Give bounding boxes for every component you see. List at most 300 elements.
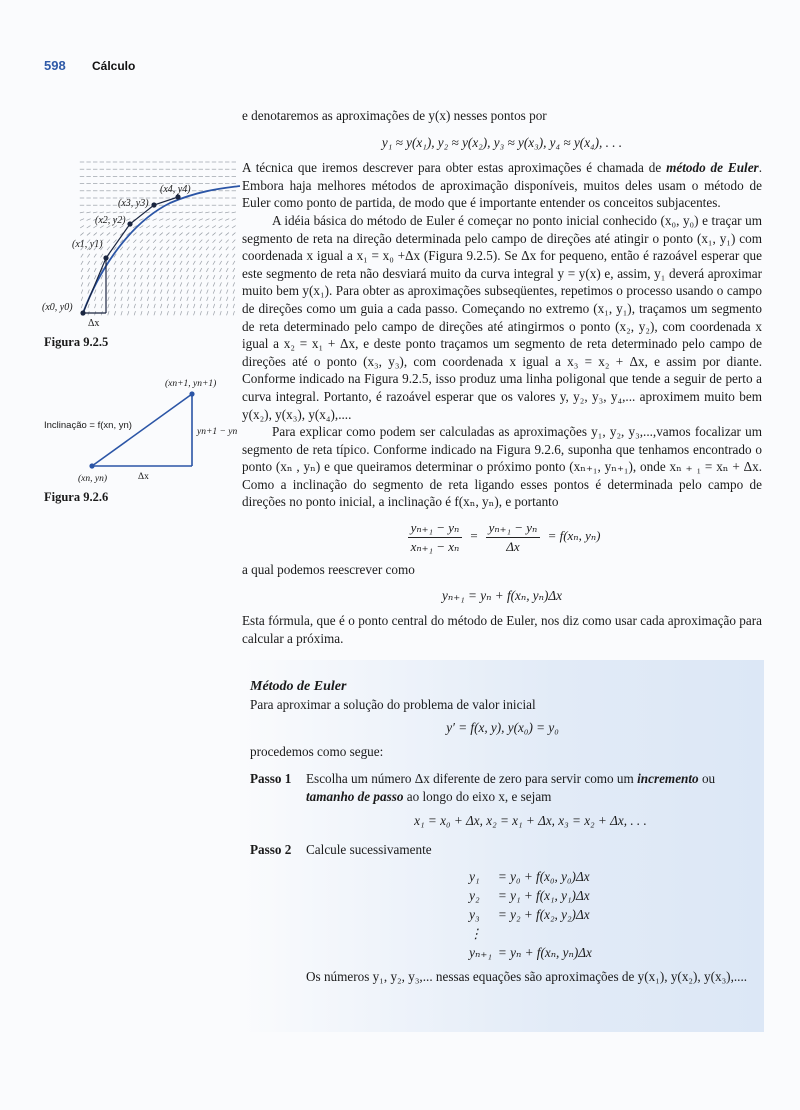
direction-mark (220, 311, 221, 315)
direction-mark (166, 219, 170, 221)
point-0 (80, 310, 85, 315)
direction-mark (205, 212, 209, 213)
direction-mark (114, 240, 117, 243)
step1-text-c: ao longo do eixo x, e sejam (403, 788, 552, 804)
direction-mark (100, 233, 103, 236)
direction-mark (127, 247, 130, 250)
frac1-numerator: yₙ₊₁ − yₙ (408, 519, 463, 538)
direction-mark (200, 268, 202, 272)
direction-mark (140, 233, 143, 236)
label-p1: (x1, y1) (72, 239, 103, 250)
direction-mark (193, 254, 195, 258)
box-intro: Para aproximar a solução do problema de valor inicial (250, 696, 536, 712)
direction-mark (81, 282, 83, 286)
direction-mark (147, 240, 150, 243)
direction-mark (121, 282, 123, 286)
direction-mark (134, 311, 135, 315)
recurrence-system (306, 867, 755, 962)
direction-mark (233, 261, 235, 265)
direction-mark (114, 261, 116, 265)
direction-mark (140, 268, 142, 272)
direction-mark (94, 233, 97, 236)
direction-mark (173, 247, 176, 250)
direction-mark (194, 311, 195, 315)
direction-mark (220, 268, 222, 272)
direction-mark (166, 247, 169, 250)
direction-mark (127, 268, 129, 272)
direction-mark (133, 233, 136, 236)
direction-mark (139, 212, 143, 213)
direction-mark (147, 261, 149, 265)
slope-label: Inclinação = f(xn, yn) (44, 420, 132, 431)
direction-mark (213, 254, 215, 258)
direction-mark (193, 233, 196, 236)
direction-mark (219, 226, 223, 228)
direction-mark (140, 261, 142, 265)
direction-mark (193, 240, 196, 243)
direction-mark (94, 261, 96, 265)
direction-mark (186, 226, 190, 228)
direction-mark (226, 282, 228, 286)
direction-mark (193, 275, 195, 279)
direction-mark (232, 233, 235, 236)
system-rhs: = y₁ + f(x₁, y₁)Δx (497, 887, 590, 903)
direction-mark (205, 219, 209, 221)
direction-mark (126, 219, 130, 221)
step1-term-2: tamanho de passo (306, 788, 404, 804)
direction-mark (232, 247, 235, 250)
direction-mark (199, 240, 202, 243)
direction-mark (187, 275, 189, 279)
frac1-denominator: xₙ₊₁ − xₙ (410, 538, 460, 554)
direction-mark (107, 275, 109, 279)
direction-mark (226, 254, 228, 258)
direction-mark (147, 268, 149, 272)
direction-mark (153, 254, 155, 258)
direction-mark (154, 290, 156, 294)
direction-mark (172, 219, 176, 221)
step1-text-a: Escolha um número Δx diferente de zero para servir como um (306, 771, 638, 787)
direction-mark (180, 247, 183, 250)
direction-mark (108, 311, 109, 315)
direction-mark (206, 254, 208, 258)
p1-text-b: . Embora haja melhores métodos de aproximação disponíveis, muitos deles usam o método de Euler como ponto de partida, de modo que é importante entender os conceitos subjacentes. (242, 160, 762, 211)
direction-mark (180, 311, 181, 315)
direction-mark (233, 297, 234, 301)
direction-mark (160, 275, 162, 279)
direction-mark (121, 268, 123, 272)
direction-mark (147, 304, 148, 308)
direction-mark (94, 268, 96, 272)
direction-mark (134, 268, 136, 272)
direction-mark (81, 304, 82, 308)
euler-method-box (242, 660, 764, 1032)
direction-mark (180, 268, 182, 272)
direction-mark (161, 304, 162, 308)
direction-mark (88, 304, 89, 308)
direction-mark (121, 304, 122, 308)
direction-mark (101, 254, 103, 258)
intro-line: e denotaremos as aproximações de y(x) nesses pontos por (242, 108, 547, 123)
system-lhs: yₙ₊₁ (469, 944, 492, 960)
direction-mark (146, 212, 150, 213)
direction-mark (126, 212, 130, 213)
step-1-label: Passo 1 (250, 771, 292, 787)
direction-mark (86, 212, 90, 213)
direction-mark (206, 247, 209, 250)
direction-mark (154, 268, 156, 272)
direction-mark (233, 311, 234, 315)
direction-mark (200, 311, 201, 315)
direction-mark (114, 304, 115, 308)
direction-mark (134, 304, 135, 308)
direction-mark (219, 240, 222, 243)
direction-mark (160, 240, 163, 243)
direction-mark (226, 297, 227, 301)
p1-text-a: A técnica que iremos descrever para obter estas aproximações é chamada de (242, 160, 667, 176)
rewrite-line: a qual podemos reescrever como (242, 562, 415, 578)
direction-mark (80, 219, 84, 221)
direction-mark (147, 247, 150, 250)
direction-mark (212, 212, 216, 213)
direction-mark (119, 212, 123, 213)
direction-mark (153, 233, 156, 236)
direction-mark (213, 282, 215, 286)
direction-mark (140, 254, 142, 258)
fraction-2 (486, 519, 541, 555)
direction-mark (179, 233, 182, 236)
start-label: (xn, yn) (78, 474, 108, 484)
direction-mark (153, 226, 157, 228)
direction-mark (173, 268, 175, 272)
step1-term-1: incremento (637, 771, 699, 787)
ivp-equation: y′ = f(x, y), y(x₀) = y₀ (446, 720, 559, 736)
direction-mark (173, 226, 177, 228)
step1-equation: x₁ = x₀ + Δx, x₂ = x₁ + Δx, x₃ = x₂ + Δx, . . . (414, 812, 647, 828)
direction-mark (134, 254, 136, 258)
direction-mark (233, 275, 235, 279)
direction-mark (141, 311, 142, 315)
direction-mark (179, 212, 183, 213)
direction-mark (193, 268, 195, 272)
direction-mark (95, 304, 96, 308)
label-delta-x: Δx (88, 318, 100, 329)
direction-mark (114, 275, 116, 279)
direction-mark (187, 290, 189, 294)
direction-mark (108, 290, 110, 294)
direction-mark (227, 304, 228, 308)
direction-mark (233, 290, 235, 294)
running-title: Cálculo (92, 59, 136, 73)
direction-mark (193, 297, 194, 301)
slope-equation: $\frac{\text{yₙ₊₁ − yₙ}}{\text{xₙ₊₁ − xₙ}}$ = $\frac{\text{yₙ₊₁ − yₙ}}{\Delta x}$ = f(xₙ, yₙ) (242, 519, 762, 555)
direction-mark (199, 219, 203, 221)
direction-mark (121, 297, 122, 301)
direction-mark (106, 212, 110, 213)
direction-mark (172, 212, 176, 213)
direction-mark (200, 282, 202, 286)
direction-mark (207, 311, 208, 315)
direction-mark (207, 297, 208, 301)
direction-mark (187, 282, 189, 286)
direction-mark (133, 247, 136, 250)
direction-mark (93, 212, 97, 213)
system-rhs: = y₂ + f(x₂, y₂)Δx (497, 906, 590, 922)
direction-mark (194, 304, 195, 308)
direction-mark (180, 290, 182, 294)
direction-mark (154, 304, 155, 308)
direction-mark (187, 304, 188, 308)
direction-mark (146, 226, 150, 228)
direction-mark (88, 282, 90, 286)
direction-mark (81, 268, 83, 272)
p1-term: método de Euler (666, 160, 759, 176)
direction-mark (167, 282, 169, 286)
direction-mark (114, 297, 115, 301)
direction-mark (179, 219, 183, 221)
direction-mark (186, 247, 189, 250)
direction-mark (80, 233, 83, 236)
direction-mark (101, 297, 102, 301)
direction-mark (127, 275, 129, 279)
direction-mark (220, 261, 222, 265)
direction-mark (101, 304, 102, 308)
direction-mark (186, 219, 190, 221)
direction-mark (212, 226, 216, 228)
direction-mark (134, 282, 136, 286)
direction-mark (206, 268, 208, 272)
direction-mark (100, 212, 104, 213)
direction-mark (174, 290, 176, 294)
frac-rhs: = f(xₙ, yₙ) (547, 528, 601, 544)
direction-mark (206, 240, 209, 243)
figure-9-2-6-caption: Figura 9.2.6 (44, 490, 109, 504)
direction-mark (180, 282, 182, 286)
direction-mark (167, 304, 168, 308)
direction-mark (207, 282, 209, 286)
frac2-denominator: Δx (506, 538, 520, 554)
direction-mark (101, 290, 103, 294)
direction-mark (153, 247, 156, 250)
direction-mark (154, 311, 155, 315)
direction-mark (193, 261, 195, 265)
direction-mark (213, 268, 215, 272)
direction-mark (220, 275, 222, 279)
point-4 (175, 194, 180, 199)
direction-mark (153, 219, 157, 221)
direction-mark (213, 261, 215, 265)
direction-mark (180, 304, 181, 308)
direction-mark (173, 261, 175, 265)
direction-mark (180, 254, 182, 258)
direction-mark (226, 247, 229, 250)
direction-mark (101, 261, 103, 265)
direction-mark (88, 290, 90, 294)
direction-mark (174, 304, 175, 308)
direction-mark (233, 254, 235, 258)
direction-mark (167, 275, 169, 279)
direction-mark (220, 304, 221, 308)
direction-mark (232, 212, 236, 213)
direction-mark (193, 290, 195, 294)
direction-mark (107, 233, 110, 236)
direction-mark (219, 247, 222, 250)
direction-mark (226, 261, 228, 265)
direction-mark (128, 304, 129, 308)
direction-mark (133, 212, 137, 213)
direction-mark (108, 282, 110, 286)
direction-mark (160, 297, 161, 301)
fraction-1 (408, 519, 463, 555)
direction-mark (127, 290, 129, 294)
direction-mark (179, 226, 183, 228)
direction-mark (140, 240, 143, 243)
end-label: (xn+1, yn+1) (165, 379, 217, 389)
direction-mark (114, 311, 115, 315)
direction-mark (173, 233, 176, 236)
direction-mark (206, 226, 210, 228)
direction-mark (134, 261, 136, 265)
system-lhs: y₂ (469, 887, 480, 903)
direction-mark (199, 226, 203, 228)
direction-field (80, 162, 236, 315)
figure-9-2-5-caption: Figura 9.2.5 (44, 335, 109, 349)
direction-mark (186, 233, 189, 236)
direction-mark (232, 240, 235, 243)
direction-mark (80, 226, 84, 228)
system-rhs (498, 924, 592, 943)
direction-mark (180, 297, 181, 301)
direction-mark (187, 311, 188, 315)
direction-mark (192, 219, 196, 221)
frac2-numerator: yₙ₊₁ − yₙ (486, 519, 541, 538)
direction-mark (220, 282, 222, 286)
direction-mark (174, 311, 175, 315)
direction-mark (154, 275, 156, 279)
direction-mark (88, 268, 90, 272)
direction-mark (160, 268, 162, 272)
direction-mark (94, 297, 95, 301)
direction-mark (187, 261, 189, 265)
direction-mark (218, 212, 222, 213)
direction-mark (200, 275, 202, 279)
direction-mark (232, 226, 236, 228)
direction-mark (207, 304, 208, 308)
direction-mark (154, 297, 155, 301)
direction-mark (128, 311, 129, 315)
direction-mark (81, 290, 83, 294)
direction-mark (187, 297, 188, 301)
direction-mark (160, 254, 162, 258)
direction-mark (107, 240, 110, 243)
direction-mark (87, 226, 91, 228)
direction-mark (114, 290, 116, 294)
system-lhs: y₃ (469, 906, 480, 922)
direction-mark (200, 297, 201, 301)
direction-mark (233, 268, 235, 272)
direction-mark (193, 282, 195, 286)
system-rhs: = yₙ + f(xₙ, yₙ)Δx (497, 944, 592, 960)
system-lhs: ⋮ (469, 925, 483, 941)
direction-mark (233, 304, 234, 308)
direction-mark (200, 261, 202, 265)
direction-mark (141, 297, 142, 301)
direction-mark (192, 226, 196, 228)
direction-mark (159, 226, 163, 228)
direction-mark (140, 247, 143, 250)
direction-mark (134, 275, 136, 279)
direction-mark (87, 233, 90, 236)
approximations-equation: y₁ ≈ y(x₁), y₂ ≈ y(x₂), y₃ ≈ y(x₃), y₄ ≈ y(x₄), . . . (381, 134, 623, 150)
direction-mark (167, 311, 168, 315)
direction-mark (167, 290, 169, 294)
direction-mark (212, 219, 216, 221)
direction-mark (173, 254, 175, 258)
direction-mark (232, 219, 236, 221)
page-number: 598 (44, 58, 66, 73)
direction-mark (94, 290, 96, 294)
direction-mark (120, 254, 122, 258)
direction-mark (160, 282, 162, 286)
direction-mark (160, 247, 163, 250)
direction-mark (226, 290, 228, 294)
direction-mark (114, 282, 116, 286)
direction-mark (199, 212, 203, 213)
direction-mark (227, 311, 228, 315)
direction-mark (108, 297, 109, 301)
direction-mark (121, 261, 123, 265)
direction-mark (88, 275, 90, 279)
direction-mark (114, 268, 116, 272)
direction-mark (180, 240, 183, 243)
direction-mark (225, 212, 229, 213)
direction-mark (186, 254, 188, 258)
direction-mark (219, 219, 223, 221)
direction-mark (127, 240, 130, 243)
direction-mark (153, 240, 156, 243)
direction-mark (173, 275, 175, 279)
direction-mark (180, 275, 182, 279)
direction-mark (213, 297, 214, 301)
direction-mark (94, 275, 96, 279)
direction-mark (121, 275, 123, 279)
direction-mark (200, 290, 202, 294)
direction-mark (225, 219, 229, 221)
direction-mark (166, 212, 170, 213)
direction-mark (167, 261, 169, 265)
direction-mark (154, 282, 156, 286)
direction-mark (174, 297, 175, 301)
step1-text-b: ou (698, 771, 716, 787)
point-3 (151, 202, 156, 207)
direction-mark (213, 290, 215, 294)
direction-mark (220, 297, 221, 301)
direction-mark (213, 311, 214, 315)
figure-9-2-5 (40, 158, 240, 333)
direction-mark (81, 297, 82, 301)
direction-mark (206, 261, 208, 265)
end-point (189, 391, 194, 396)
direction-mark (225, 226, 229, 228)
direction-mark (133, 240, 136, 243)
point-2 (127, 221, 132, 226)
direction-mark (199, 233, 202, 236)
direction-mark (220, 290, 222, 294)
direction-mark (206, 275, 208, 279)
step2-text: Calcule sucessivamente (306, 842, 432, 858)
direction-mark (127, 297, 128, 301)
direction-mark (161, 311, 162, 315)
